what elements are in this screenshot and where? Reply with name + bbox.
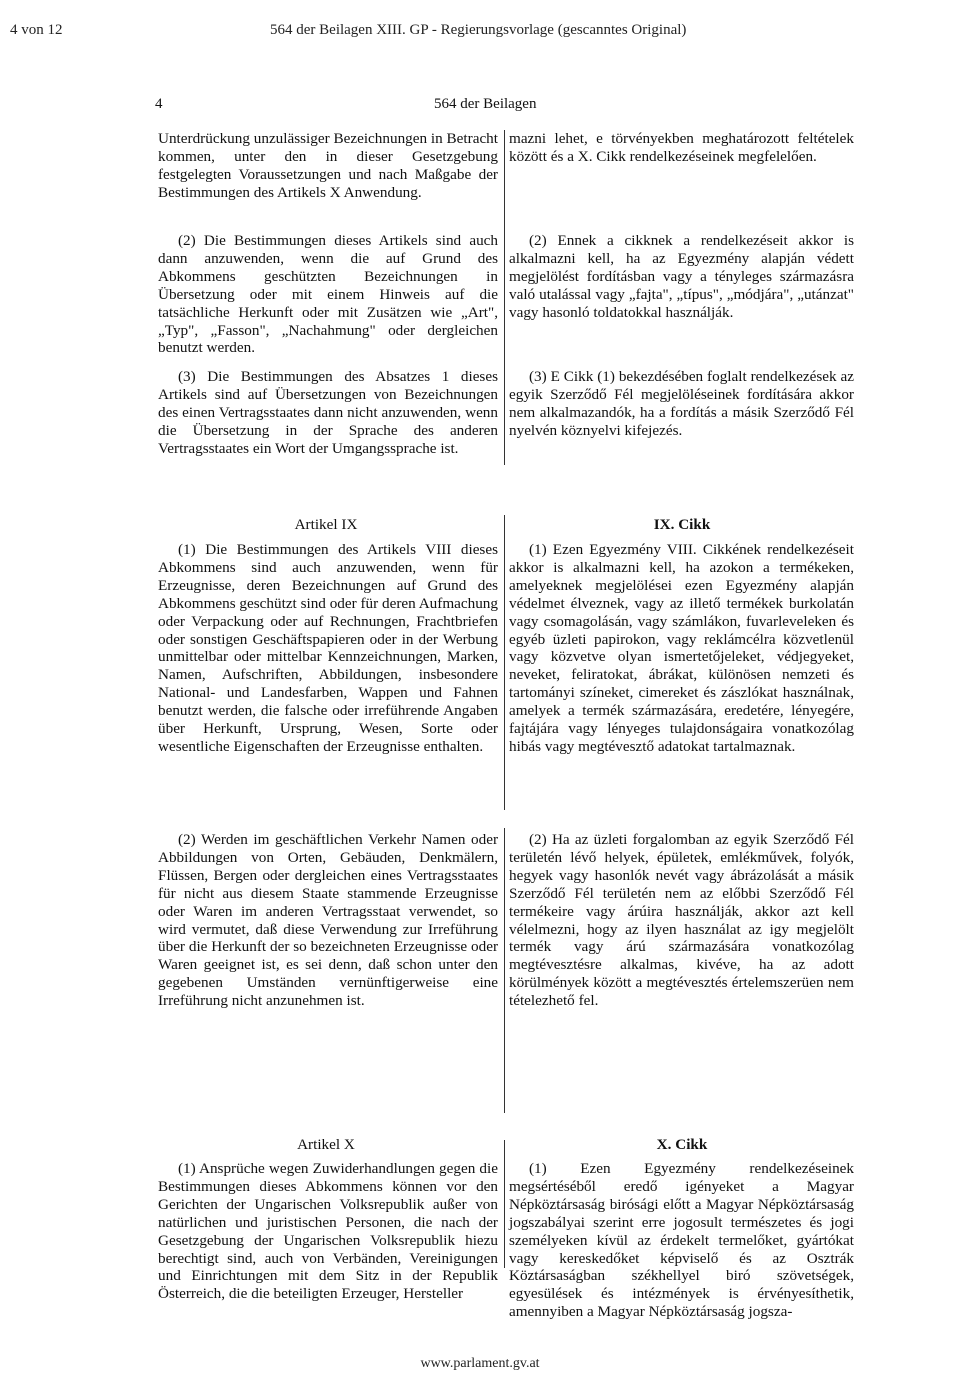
german-article-9-paragraph-2: [158, 831, 498, 1010]
scanned-page-number: 4: [155, 96, 163, 112]
hungarian-text: (2) Ennek a cikknek a rendelkezéseit akkor is alkalmazni kell, ha az Egyezmény alapján védett megjelölést fordításban vagy a tényleges származásra való utalással vagy „fajta", „típus", „módjára", „utánzat" vagy hasonló toldatokkal használják.: [509, 232, 854, 321]
hungarian-article-10-paragraph-1: [509, 1160, 854, 1321]
german-article-10-paragraph-1: [158, 1160, 498, 1303]
hungarian-paragraph-3: [509, 368, 854, 440]
column-divider: [504, 515, 505, 810]
column-divider: [504, 1140, 505, 1268]
german-text: (2) Werden im geschäftlichen Verkehr Namen oder Abbildungen von Orten, Gebäuden, Denkmälern, Flüssen, Bergen oder dergleichen eines Vertragsstaates für nicht aus diesem Staate stammende Erzeugnisse oder Waren im anderen Vertragsstaat verwendet, so wird vermutet, daß diese Verwendung zur Irreführung über die Herkunft der so bezeichneten Erzeugnisse oder Waren geeignet ist, es sei denn, daß schon unter den gegebenen Umständen vernünftigerweise eine Irreführung nicht anzunehmen ist.: [158, 831, 498, 1010]
german-paragraph-2: [158, 232, 498, 357]
footer-url: www.parlament.gv.at: [420, 1356, 540, 1371]
pdf-document-title: 564 der Beilagen XIII. GP - Regierungsvorlage (gescanntes Original): [270, 22, 687, 38]
hungarian-article-9-paragraph-2: [509, 831, 854, 1010]
german-paragraph-continuation: [158, 130, 498, 202]
german-text: (1) Ansprüche wegen Zuwiderhandlungen gegen die Bestimmungen dieses Abkommens können vor den Gerichten der Ungarischen Volksrepublik außer von natürlichen und juristischen Personen, die nach der Gesetzgebung der Ungarischen Volksrepublik hiezu berechtigt sind, auch von Verbänden, Vereinigungen und Einrichtungen mit dem Sitz in der Republik Österreich, die die beteiligten Erzeuger, Hersteller: [158, 1160, 498, 1303]
german-text: Unterdrückung unzulässiger Bezeichnungen in Betracht kommen, unter den in dieser Gesetzgebung festgelegten Voraussetzungen und nach Maßgabe der Bestimmungen des Artikels X Anwendung.: [158, 130, 498, 201]
hungarian-article-9-paragraph-1: [509, 541, 854, 756]
column-divider: [504, 130, 505, 465]
hungarian-paragraph-continuation: [509, 130, 854, 166]
pdf-header: [0, 22, 960, 42]
pdf-page-counter: 4 von 12: [10, 22, 63, 38]
column-divider: [504, 828, 505, 1113]
scanned-page-header: [0, 96, 960, 118]
scanned-page-title: 564 der Beilagen: [434, 96, 537, 112]
german-article-10-heading: Artikel X: [297, 1136, 355, 1153]
german-article-9-paragraph-1: [158, 541, 498, 756]
hungarian-article-9-heading: IX. Cikk: [653, 516, 711, 533]
german-text: (2) Die Bestimmungen dieses Artikels sind auch dann anzuwenden, wenn die auf Grund des Abkommens geschützten Bezeichnungen in Übersetzung oder mit einem Hinweis auf die tatsächliche Herkunft oder mit Zusätzen wie „Art", „Typ", „Fasson", „Nachahmung" oder dergleichen benutzt werden.: [158, 232, 498, 357]
hungarian-text: (2) Ha az üzleti forgalomban az egyik Szerződő Fél területén lévő helyek, épületek, emlékművek, folyók, hegyek vagy hasonlók nevét vagy ábrázolását a másik Szerződő Fél területén nem az előbbi Szerződő Fél termékeire vagy árúira használják, akkor azt kell vélelmezni, hogy az ilyen használat az igy megjelölt termék vagy árú származására vonatkozólag megtévesztésre alkalmas, kivéve, ha az adott körülmények között a megtévesztés értelemszerüen nem tételezhető fel.: [509, 831, 854, 1010]
hungarian-text: (1) Ezen Egyezmény rendelkezéseinek megsértéséből eredő igényeket a Magyar Népköztársaság birósági előtt a Magyar Népköztársaság jogszabályai szerint erre jogosult természetes és jogi személyeken kívül az érdekelt termelőket, gyártókat vagy kereskedőket képviselő és az Osztrák Köztársaságban székhellyel biró szövetségek, egyesülések és intézmények is érvényesíthetik, amennyiben a Magyar Népköztársaság jogsza-: [509, 1160, 854, 1321]
hungarian-article-10-heading: X. Cikk: [656, 1136, 708, 1153]
hungarian-paragraph-2: [509, 232, 854, 322]
german-text: (3) Die Bestimmungen des Absatzes 1 dieses Artikels sind auf Übersetzungen von Bezeichnungen des einen Vertragsstaates dann nicht anzuwenden, wenn die Übersetzung in der Sprache des anderen Vertragsstaates ein Wort der Umgangssprache ist.: [158, 368, 498, 457]
german-article-9-heading: Artikel IX: [294, 516, 358, 533]
hungarian-text: mazni lehet, e törvényekben meghatározott feltételek között és a X. Cikk rendelkezéseinek megfelelően.: [509, 130, 854, 165]
german-paragraph-3: [158, 368, 498, 458]
hungarian-text: (1) Ezen Egyezmény VIII. Cikkének rendelkezéseit akkor is alkalmazni kell, ha azokon a termékeken, amelyeknek megjelölései ezen Egyezmény alapján védelmet élveznek, vagy az illető termékek burkolatán vagy csomagolásán, vagy számlákon, fuvarleveleken és egyéb üzleti papirokon, vagy reklámcélra közvetlenül vagy közvetve olyan ismertetőjeleket, védjegyeket, neveket, feliratokat, ábrákat, különösen nemzeti és tartományi színeket, cimereket és zászlókat használnak, amelyek a termék származására, eredetére, lényegére, fajtájára vagy lényeges tulajdonságaira vonatkozólag hibás vagy megtévesztő adatokat tartalmaznak.: [509, 541, 854, 755]
german-text: (1) Die Bestimmungen des Artikels VIII dieses Abkommens sind auch anzuwenden, wenn für Erzeugnisse, deren Bezeichnungen auf Grund des Abkommens geschützt sind oder für deren Aufmachung oder Verpackung oder auf Rechnungen, Frachtbriefen oder sonstigen Geschäftspapieren oder in der Werbung unmittelbar oder mittelbar Kennzeichnungen, Marken, Namen, Aufschriften, Abbildungen, insbesondere National- und Landesfarben, Wappen und Fahnen benutzt werden, die falsche oder irreführende Angaben über Herkunft, Ursprung, Wesen, Sorte oder wesentliche Eigenschaften der Erzeugnisse enthalten.: [158, 541, 498, 755]
hungarian-text: (3) E Cikk (1) bekezdésében foglalt rendelkezések az egyik Szerződő Fél megjelöléseinek fordítására akkor nem alkalmazandók, ha a fordítás a másik Szerződő Fél nyelvén köznyelvi kifejezés.: [509, 368, 854, 439]
